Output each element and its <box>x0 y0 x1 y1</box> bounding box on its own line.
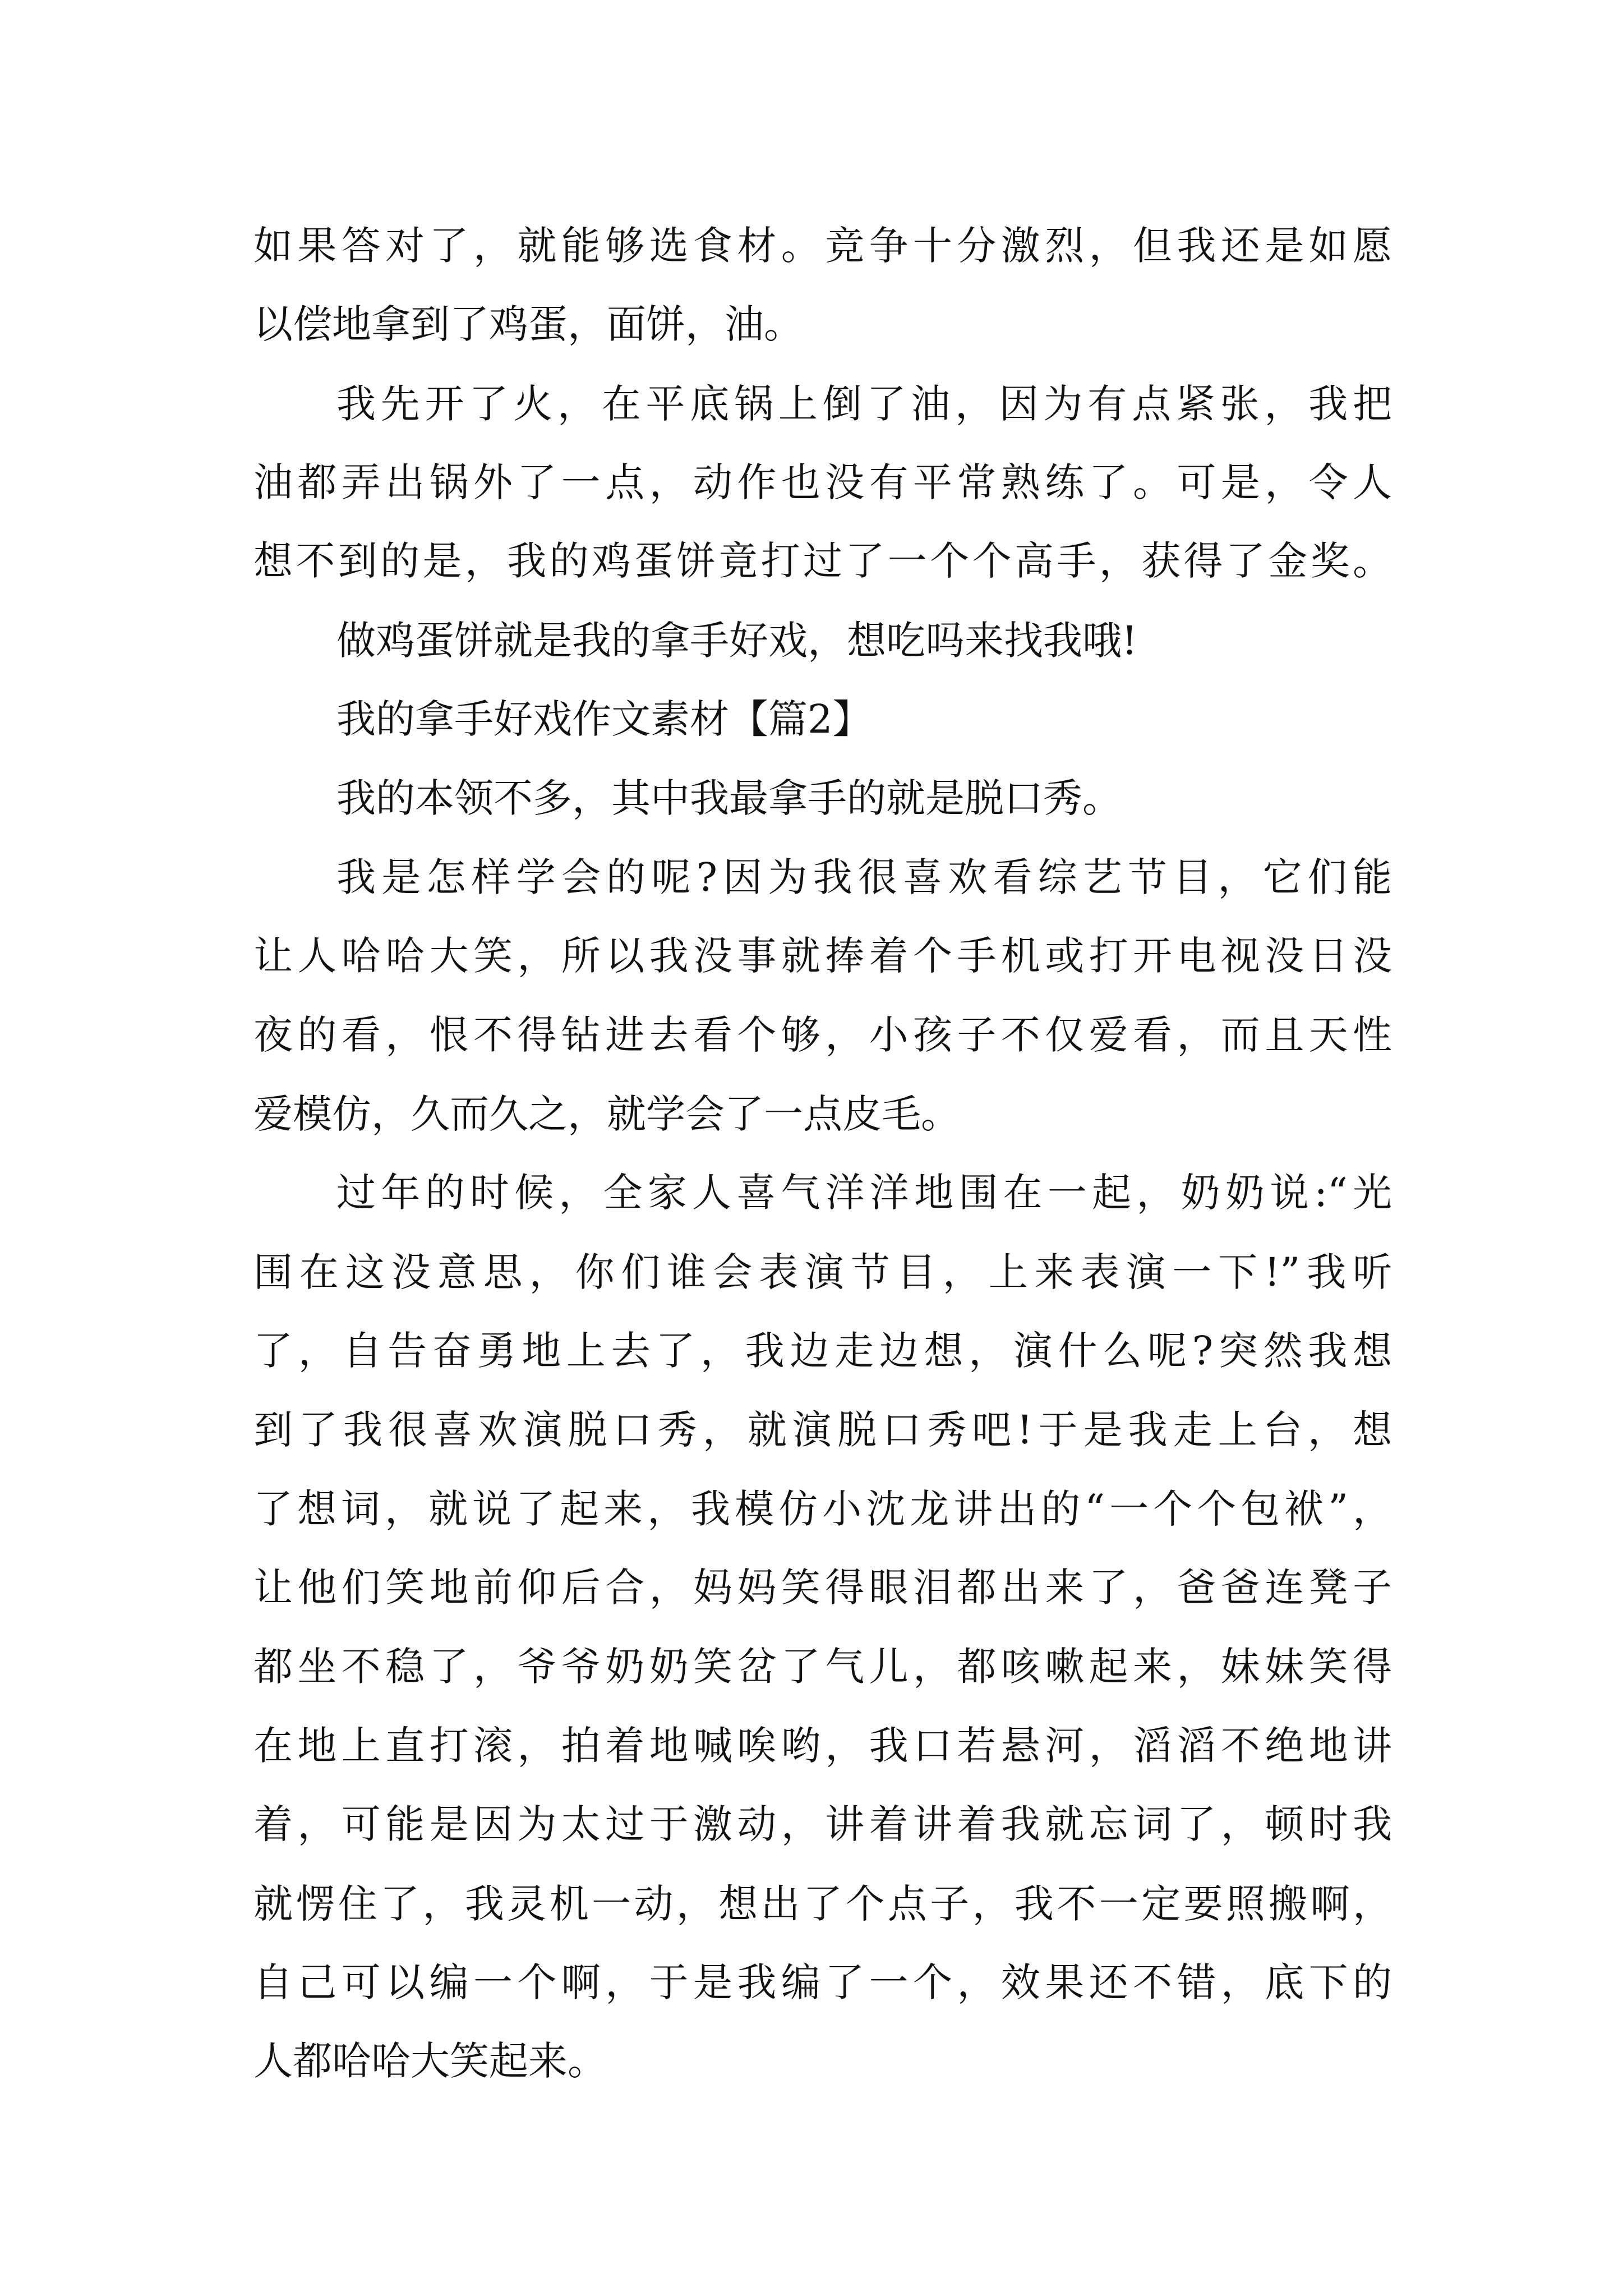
text-line: 围在这没意思，你们谁会表演节目，上来表演一下!”我听 <box>253 1249 1392 1295</box>
section-heading: 我的拿手好戏作文素材【篇2】 <box>336 696 872 742</box>
text-line: 想不到的是，我的鸡蛋饼竟打过了一个个高手，获得了金奖。 <box>253 538 1392 584</box>
text-line: 让人哈哈大笑，所以我没事就捧着个手机或打开电视没日没 <box>253 933 1392 979</box>
text-line: 了，自告奋勇地上去了，我边走边想，演什么呢?突然我想 <box>253 1328 1392 1374</box>
text-line: 自己可以编一个啊，于是我编了一个，效果还不错，底下的 <box>253 1959 1392 2005</box>
text-line: 油都弄出锅外了一点，动作也没有平常熟练了。可是，令人 <box>253 459 1392 505</box>
text-line: 在地上直打滚，拍着地喊唉哟，我口若悬河，滔滔不绝地讲 <box>253 1723 1392 1769</box>
text-line: 如果答对了，就能够选食材。竞争十分激烈，但我还是如愿 <box>253 223 1392 269</box>
text-line: 过年的时候，全家人喜气洋洋地围在一起，奶奶说:“光 <box>336 1170 1392 1216</box>
text-line: 人都哈哈大笑起来。 <box>253 2038 607 2084</box>
text-line: 到了我很喜欢演脱口秀，就演脱口秀吧!于是我走上台，想 <box>253 1407 1392 1453</box>
text-line: 我的本领不多，其中我最拿手的就是脱口秀。 <box>336 775 1122 821</box>
text-line: 着，可能是因为太过于激动，讲着讲着我就忘词了，顿时我 <box>253 1801 1392 1847</box>
text-line: 就愣住了，我灵机一动，想出了个点子，我不一定要照搬啊， <box>253 1881 1392 1927</box>
text-line: 我是怎样学会的呢?因为我很喜欢看综艺节目，它们能 <box>336 854 1392 900</box>
text-line: 夜的看，恨不得钻进去看个够，小孩子不仅爱看，而且天性 <box>253 1012 1392 1058</box>
text-line: 让他们笑地前仰后合，妈妈笑得眼泪都出来了，爸爸连凳子 <box>253 1565 1392 1611</box>
text-line: 我先开了火，在平底锅上倒了油，因为有点紧张，我把 <box>336 381 1392 427</box>
text-line: 做鸡蛋饼就是我的拿手好戏，想吃吗来找我哦! <box>336 618 1138 664</box>
text-line: 了想词，就说了起来，我模仿小沈龙讲出的“一个个包袱”， <box>253 1486 1392 1532</box>
text-line: 以偿地拿到了鸡蛋，面饼，油。 <box>253 301 803 347</box>
text-line: 都坐不稳了，爷爷奶奶笑岔了气儿，都咳嗽起来，妹妹笑得 <box>253 1644 1392 1690</box>
text-line: 爱模仿，久而久之，就学会了一点皮毛。 <box>253 1091 960 1137</box>
